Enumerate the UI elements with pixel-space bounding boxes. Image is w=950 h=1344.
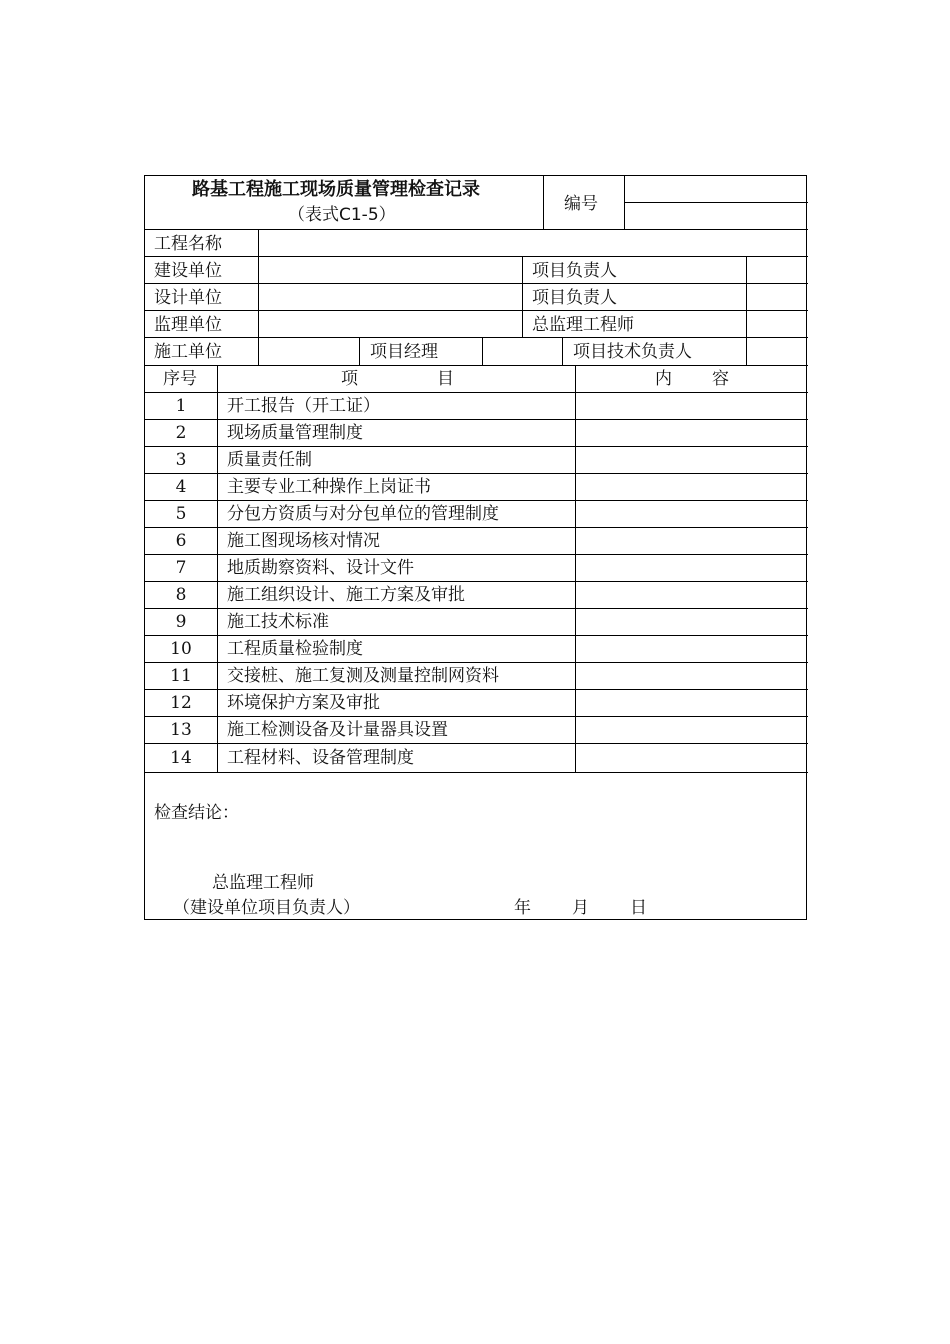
divider <box>145 310 808 311</box>
row-item: 现场质量管理制度 <box>227 423 363 443</box>
form-subtitle: （表式C1-5） <box>288 205 396 225</box>
supervisor-value[interactable] <box>265 315 517 335</box>
row-item: 质量责任制 <box>227 450 312 470</box>
divider <box>145 229 808 230</box>
divider <box>522 256 523 338</box>
divider <box>145 365 808 366</box>
row-content[interactable] <box>581 450 803 470</box>
owner-head-value[interactable] <box>751 261 805 281</box>
form-title: 路基工程施工现场质量管理检查记录 <box>192 179 480 200</box>
row-content[interactable] <box>581 423 803 443</box>
row-content[interactable] <box>581 531 803 551</box>
row-item: 开工报告（开工证） <box>227 396 380 416</box>
divider <box>145 446 808 447</box>
row-content[interactable] <box>581 693 803 713</box>
row-number: 13 <box>170 720 192 740</box>
row-content[interactable] <box>581 639 803 659</box>
chief-supervisor-value[interactable] <box>751 315 805 335</box>
owner-label: 建设单位 <box>154 261 222 281</box>
row-number: 8 <box>175 585 187 605</box>
divider <box>359 337 360 365</box>
design-head-label: 项目负责人 <box>532 288 617 308</box>
divider <box>145 716 808 717</box>
row-number: 1 <box>175 396 187 416</box>
divider <box>145 554 808 555</box>
row-content[interactable] <box>581 504 803 524</box>
divider <box>145 662 808 663</box>
divider <box>145 772 808 773</box>
project-name-label: 工程名称 <box>154 234 222 254</box>
row-content[interactable] <box>581 720 803 740</box>
divider <box>145 581 808 582</box>
code-value-1[interactable] <box>630 180 802 200</box>
row-item: 地质勘察资料、设计文件 <box>227 558 414 578</box>
row-item: 环境保护方案及审批 <box>227 693 380 713</box>
row-number: 11 <box>170 666 192 686</box>
conclusion-label: 检查结论： <box>154 803 239 823</box>
row-item: 施工图现场核对情况 <box>227 531 380 551</box>
owner-value[interactable] <box>265 261 517 281</box>
divider <box>145 419 808 420</box>
row-item: 主要专业工种操作上岗证书 <box>227 477 431 497</box>
project-name-value[interactable] <box>265 234 800 254</box>
divider <box>543 176 544 229</box>
row-number: 12 <box>170 693 192 713</box>
row-number: 9 <box>175 612 187 632</box>
row-number: 10 <box>170 639 192 659</box>
row-item: 交接桩、施工复测及测量控制网资料 <box>227 666 499 686</box>
design-label: 设计单位 <box>154 288 222 308</box>
supervisor-label: 监理单位 <box>154 315 222 335</box>
chief-supervisor-label: 总监理工程师 <box>532 315 634 335</box>
column-header-no: 序号 <box>163 369 197 389</box>
divider <box>624 202 808 203</box>
row-item: 工程材料、设备管理制度 <box>227 748 414 768</box>
divider <box>145 337 808 338</box>
tech-head-value[interactable] <box>751 342 805 362</box>
column-header-content-2: 容 <box>712 369 729 389</box>
design-head-value[interactable] <box>751 288 805 308</box>
divider <box>145 392 808 393</box>
contractor-label: 施工单位 <box>154 342 222 362</box>
column-header-item-2: 目 <box>437 369 454 389</box>
row-item: 工程质量检验制度 <box>227 639 363 659</box>
divider <box>145 283 808 284</box>
design-value[interactable] <box>265 288 517 308</box>
date-day: 日 <box>630 898 647 918</box>
column-header-item-1: 项 <box>341 369 358 389</box>
divider <box>145 527 808 528</box>
code-label: 编号 <box>564 194 598 214</box>
row-number: 7 <box>175 558 187 578</box>
divider <box>562 337 563 365</box>
row-number: 4 <box>175 477 187 497</box>
divider <box>258 229 259 365</box>
tech-head-label: 项目技术负责人 <box>573 342 692 362</box>
divider <box>145 635 808 636</box>
row-content[interactable] <box>581 558 803 578</box>
pm-label: 项目经理 <box>370 342 438 362</box>
row-content[interactable] <box>581 612 803 632</box>
divider <box>145 500 808 501</box>
row-content[interactable] <box>581 477 803 497</box>
row-number: 14 <box>170 748 192 768</box>
divider <box>575 365 576 772</box>
row-number: 3 <box>175 450 187 470</box>
divider <box>145 743 808 744</box>
divider <box>746 256 747 365</box>
inspection-form <box>144 175 807 920</box>
row-content[interactable] <box>581 396 803 416</box>
row-number: 2 <box>175 423 187 443</box>
date-year: 年 <box>514 898 531 918</box>
column-header-content-1: 内 <box>655 369 672 389</box>
row-content[interactable] <box>581 666 803 686</box>
divider <box>482 337 483 365</box>
divider <box>145 473 808 474</box>
signer-title: 总监理工程师 <box>212 873 314 893</box>
row-number: 6 <box>175 531 187 551</box>
contractor-value[interactable] <box>265 342 355 362</box>
row-item: 施工组织设计、施工方案及审批 <box>227 585 465 605</box>
divider <box>145 256 808 257</box>
date-month: 月 <box>572 898 589 918</box>
divider <box>217 365 218 772</box>
divider <box>145 608 808 609</box>
signer-alt: （建设单位项目负责人） <box>173 898 360 918</box>
row-content[interactable] <box>581 585 803 605</box>
divider <box>624 176 625 229</box>
row-number: 5 <box>175 504 187 524</box>
code-value-2[interactable] <box>630 206 802 226</box>
row-content[interactable] <box>581 748 803 768</box>
row-item: 施工检测设备及计量器具设置 <box>227 720 448 740</box>
owner-head-label: 项目负责人 <box>532 261 617 281</box>
divider <box>145 689 808 690</box>
row-item: 施工技术标准 <box>227 612 329 632</box>
pm-value[interactable] <box>487 342 559 362</box>
row-item: 分包方资质与对分包单位的管理制度 <box>227 504 499 524</box>
